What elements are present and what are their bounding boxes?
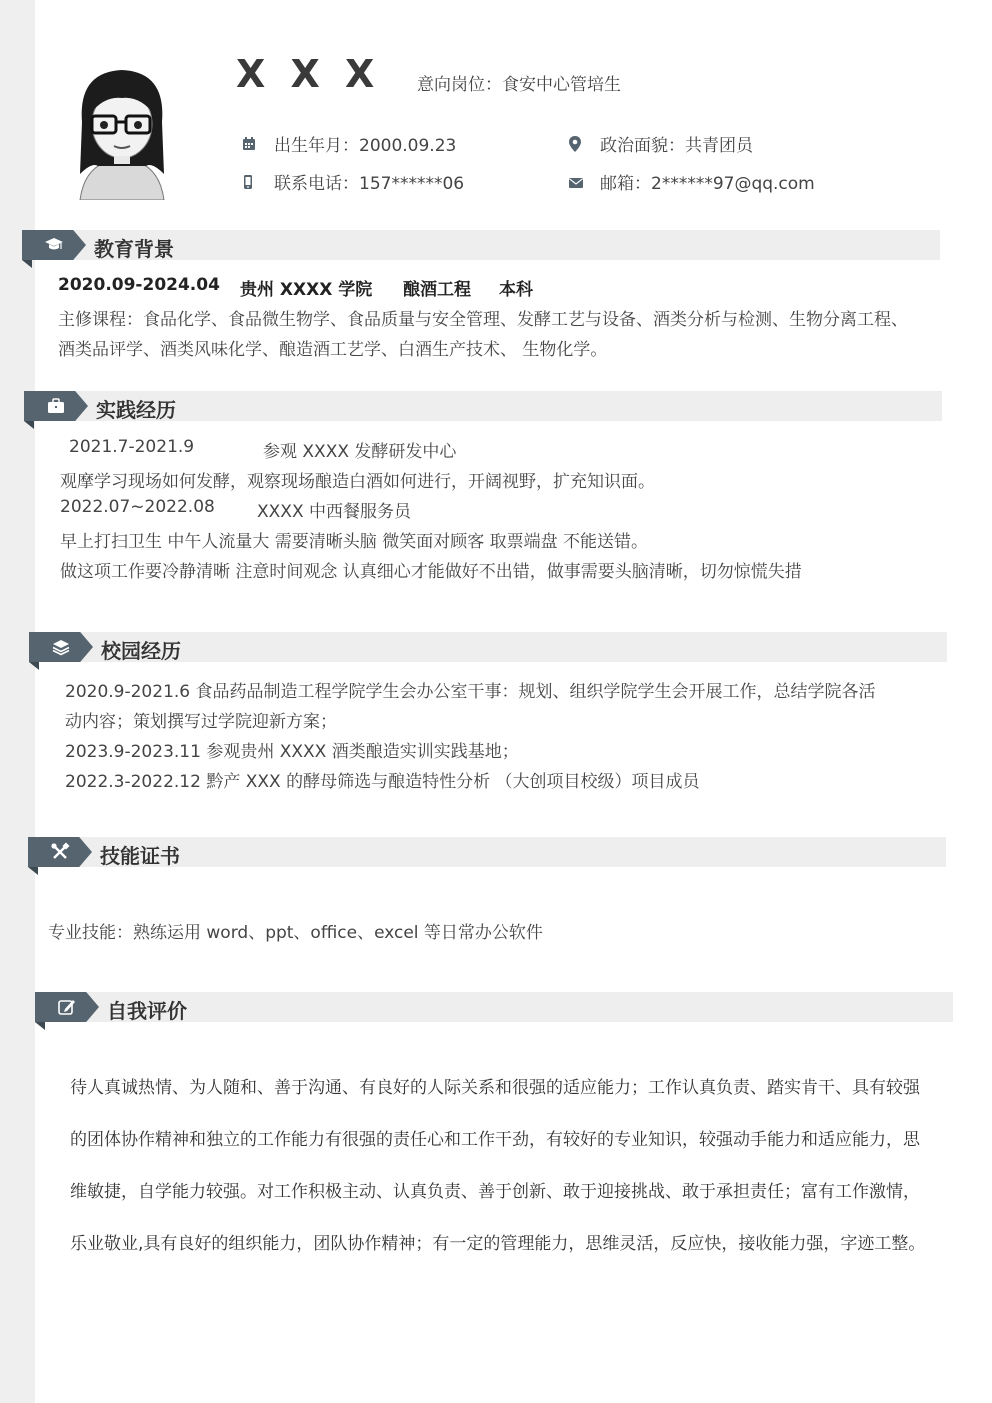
practice-item2-date: 2022.07~2022.08	[60, 497, 215, 517]
section-title: 实践经历	[96, 398, 176, 422]
candidate-name: X X X	[236, 52, 381, 96]
calendar-icon	[242, 136, 260, 156]
self-eval-line1: 待人真诚热情、为人随和、善于沟通、有良好的人际关系和很强的适应能力；工作认真负责、踏实肯干、具有较强	[70, 1078, 920, 1098]
edu-major: 酿酒工程	[403, 280, 471, 300]
section-fold	[35, 1022, 45, 1030]
section-fold	[24, 421, 34, 429]
envelope-icon	[568, 174, 586, 194]
section-fold	[29, 662, 39, 670]
practice-item1-desc: 观摩学习现场如何发酵，观察现场酿造白酒如何进行，开阔视野，扩充知识面。	[60, 472, 655, 492]
mobile-phone-icon	[242, 174, 260, 195]
edu-degree: 本科	[499, 280, 533, 300]
practice-item1-org: 参观 XXXX 发酵研发中心	[263, 442, 457, 462]
self-eval-line3: 维敏捷，自学能力较强。对工作积极主动、认真负责、善于创新、敢于迎接挑战、敢于承担责任；富有工作激情，	[70, 1182, 920, 1202]
section-header-education	[22, 230, 940, 260]
tools-icon	[50, 842, 70, 862]
section-header-practice	[24, 391, 942, 421]
graduation-cap-icon	[44, 235, 64, 255]
email-row	[568, 169, 815, 194]
practice-item2-org: XXXX 中西餐服务员	[257, 502, 411, 522]
edu-period: 2020.09-2024.04	[58, 275, 220, 295]
practice-item2-desc1: 早上打扫卫生 中午人流量大 需要清晰头脑 微笑面对顾客 取票端盘 不能送错。	[60, 532, 649, 552]
self-eval-line2: 的团体协作精神和独立的工作能力有很强的责任心和工作干劲，有较好的专业知识，较强动手能力和适应能力，思	[70, 1130, 920, 1150]
skills-text: 专业技能：熟练运用 word、ppt、office、excel 等日常办公软件	[48, 923, 543, 943]
phone-text: 联系电话：157******06	[274, 174, 465, 194]
edit-icon	[57, 997, 77, 1017]
phone-row	[242, 169, 464, 195]
campus-line1: 2020.9-2021.6 食品药品制造工程学院学生会办公室干事：规划、组织学院学生会开展工作，总结学院各活	[65, 682, 876, 702]
section-title: 技能证书	[100, 844, 180, 868]
avatar	[62, 62, 182, 200]
edu-courses-line1: 主修课程：食品化学、食品微生物学、食品质量与安全管理、发酵工艺与设备、酒类分析与检测、生物分离工程、	[58, 310, 908, 330]
practice-item1-date: 2021.7-2021.9	[69, 437, 195, 457]
left-sidebar-strip	[0, 0, 35, 1403]
self-eval-line4: 乐业敬业,具有良好的组织能力，团队协作精神；有一定的管理能力，思维灵活，反应快，接收能力强，字迹工整。	[70, 1234, 926, 1254]
section-fold	[22, 260, 32, 268]
job-intent: 意向岗位：食安中心管培生	[417, 75, 621, 95]
campus-line2: 动内容；策划撰写过学院迎新方案；	[65, 712, 337, 732]
section-title: 校园经历	[101, 639, 181, 663]
section-title: 自我评价	[107, 999, 187, 1023]
location-pin-icon	[568, 136, 586, 157]
section-header-campus	[29, 632, 947, 662]
practice-item2-desc2: 做这项工作要冷静清晰 注意时间观念 认真细心才能做好不出错，做事需要头脑清晰，切勿惊慌失措	[60, 562, 802, 582]
political-row	[568, 131, 753, 157]
birth-row	[242, 131, 456, 156]
section-header-skills	[28, 837, 946, 867]
section-title: 教育背景	[94, 237, 174, 261]
edu-school: 贵州 XXXX 学院	[240, 280, 373, 300]
edu-courses-line2: 酒类品评学、酒类风味化学、酿造酒工艺学、白酒生产技术、 生物化学。	[58, 340, 608, 360]
political-text: 政治面貌：共青团员	[600, 136, 753, 156]
birth-text: 出生年月：2000.09.23	[274, 136, 457, 156]
campus-line3: 2023.9-2023.11 参观贵州 XXXX 酒类酿造实训实践基地；	[65, 742, 519, 762]
section-fold	[28, 867, 38, 875]
email-text: 邮箱：2******97@qq.com	[600, 174, 815, 194]
section-header-self-eval	[35, 992, 953, 1022]
campus-line4: 2022.3-2022.12 黔产 XXX 的酵母筛选与酿造特性分析 （大创项目校级）项目成员	[65, 772, 700, 792]
briefcase-icon	[46, 396, 66, 416]
layers-icon	[51, 637, 71, 657]
